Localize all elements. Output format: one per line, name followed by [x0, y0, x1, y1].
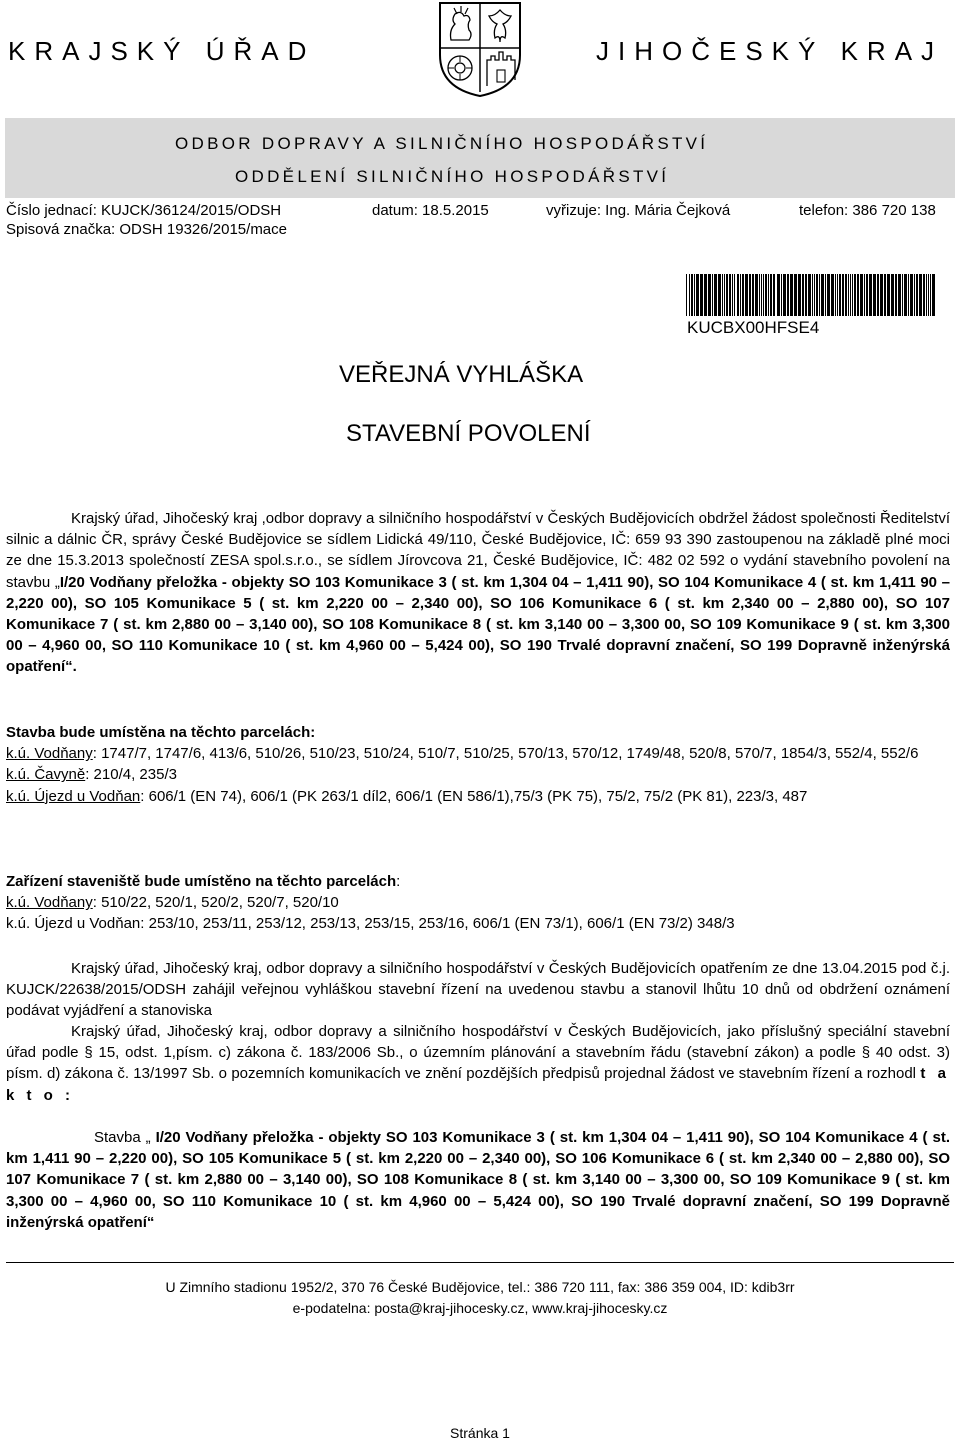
decision-construction: I/20 Vodňany přeložka - objekty SO 103 Komunikace 3 ( st. km 1,304 04 – 1,411 90), SO 104 Komunikace 4 ( st. km 1,411 90 – 2,220 00), SO 105 Komunikace 5 ( st. km 2,220 00 – 2,340 00), SO 106 Komunikace 6 ( st. km 2,340 00 – 2,880 00), SO 107 Komunikace 7 ( st. km 2,880 00 – 3,140 00), SO 108 Komunikace 8 ( st. km 3,140 00 – 3,300 00, SO 109 Komunikace 9 ( st. km 3,300 00 – 4,960 00, SO 110 Komunikace 10 ( st. km 4,960 00 – 5,424 00), SO 190 Trvalé dopravní značení, SO 199 Dopravně inženýrská opatření“	[6, 1129, 950, 1231]
procedure-paragraph: Krajský úřad, Jihočeský kraj, odbor dopravy a silničního hospodářství v Českých Budějovicích opatřením ze dne 13.04.2015 pod č.j. KUJCK/22638/2015/ODSH zahájil veřejnou vyhláškou stavební řízení na uvedenou stavbu a stanovil lhůtu 10 dnů od obdržení oznámení podávat vyjádření a stanoviska	[6, 960, 950, 1020]
site-section	[6, 871, 950, 935]
cadastre-label: k.ú. Vodňany	[6, 894, 93, 912]
site-ujezd: k.ú. Újezd u Vodňan: 253/10, 253/11, 253/12, 253/13, 253/15, 253/16, 606/1 (EN 73/1), 606/1 (EN 73/2) 348/3	[6, 915, 735, 933]
document-subtitle: STAVEBNÍ POVOLENÍ	[346, 420, 591, 447]
parcel-list: : 606/1 (EN 74), 606/1 (PK 263/1 díl2, 606/1 (EN 586/1),75/3 (PK 75), 75/2, 75/2 (PK 81), 223/3, 487	[140, 787, 808, 805]
parcels-heading: Stavba bude umístěna na těchto parcelách:	[6, 724, 316, 741]
cadastre-label: k.ú. Čavyně	[6, 766, 86, 784]
construction-name: I/20 Vodňany přeložka - objekty SO 103 Komunikace 3 ( st. km 1,304 04 – 1,411 90), SO 104 Komunikace 4 ( st. km 1,411 90 – 2,220 00), SO 105 Komunikace 5 ( st. km 2,220 00 – 2,340 00), SO 106 Komunikace 6 ( st. km 2,340 00 – 2,880 00), SO 107 Komunikace 7 ( st. km 2,880 00 – 3,140 00), SO 108 Komunikace 8 ( st. km 3,140 00 – 3,300 00, SO 109 Komunikace 9 ( st. km 3,300 00 – 4,960 00, SO 110 Komunikace 10 ( st. km 4,960 00 – 5,424 00), SO 190 Trvalé dopravní značení, SO 199 Dopravně inženýrská opatření“.	[6, 573, 951, 676]
parcels-section	[6, 722, 950, 807]
authority-paragraph	[6, 1021, 950, 1106]
parcels-ujezd	[6, 786, 950, 807]
barcode-icon	[686, 274, 936, 316]
parcel-list: : 510/22, 520/1, 520/2, 520/7, 520/10	[92, 894, 339, 912]
document-title: VEŘEJNÁ VYHLÁŠKA	[339, 361, 584, 388]
site-heading: Zařízení staveniště bude umístěno na těchto parcelách	[6, 873, 397, 890]
header-right-title: JIHOČESKÝ KRAJ	[596, 36, 944, 66]
parcel-list: : 210/4, 235/3	[85, 766, 177, 784]
file-mark: Spisová značka: ODSH 19326/2015/mace	[6, 221, 287, 238]
handled-by: vyřizuje: Ing. Mária Čejková	[546, 202, 731, 219]
barcode-label: KUCBX00HFSE4	[687, 318, 820, 337]
reference-number: Číslo jednací: KUJCK/36124/2015/ODSH	[6, 202, 282, 219]
footer-contact: e-podatelna: posta@kraj-jihocesky.cz, www.kraj-jihocesky.cz	[292, 1300, 668, 1316]
decision-word: t a k t o :	[6, 1065, 950, 1104]
site-heading-line: Zařízení staveniště bude umístěno na těchto parcelách:	[6, 873, 401, 890]
application-text: Krajský úřad, Jihočeský kraj ,odbor dopravy a silničního hospodářství v Českých Budějovicích obdržel žádost společnosti Ředitelství silnic a dálnic ČR, správy České Budějovice se sídlem Lidická 49/110, České Budějovice, IČ: 659 93 390 zastoupenou na základě plné moci ze dne 15.3.2013 společností ZESA spol.s.r.o., se sídlem Jírovcova 21, České Budějovice, IČ: 482 02 592 o vydání stavebního povolení na stavbu „	[6, 510, 950, 591]
cadastre-label: k.ú. Vodňany	[6, 745, 93, 763]
application-paragraph	[6, 508, 950, 678]
site-vodnany	[6, 892, 950, 913]
authority-text: Krajský úřad, Jihočeský kraj, odbor dopravy a silničního hospodářství v Českých Budějovicích, jako příslušný speciální stavební úřad podle § 15, odst. 1,písm. c) zákona č. 183/2006 Sb., o územním plánování a stavebním řádu (stavební zákon) a podle § 40 odst. 3) písm. d) zákona č. 13/1997 Sb. o pozemních komunikacích ve znění pozdějších předpisů projednal žádost ve stavebním řízení a rozhodl	[6, 1023, 950, 1083]
document-date: datum: 18.5.2015	[372, 202, 489, 219]
cadastre-label: k.ú. Újezd u Vodňan	[6, 787, 141, 805]
parcels-vodnany	[6, 743, 950, 764]
parcels-cavyne	[6, 764, 950, 785]
department-band	[5, 118, 955, 198]
decision-prefix: Stavba „	[94, 1129, 156, 1146]
header-left-title: KRAJSKÝ ÚŘAD	[8, 36, 316, 66]
page-number: Stránka 1	[450, 1425, 510, 1441]
footer-divider	[6, 1262, 954, 1263]
parcel-list: : 1747/7, 1747/6, 413/6, 510/26, 510/23, 510/24, 510/7, 510/25, 570/13, 570/12, 1749/48, 520/8, 570/7, 1854/3, 552/4, 552/6	[92, 745, 919, 763]
coat-of-arms-icon	[437, 0, 523, 98]
phone-number: telefon: 386 720 138	[799, 202, 936, 219]
decision-paragraph	[6, 1127, 950, 1233]
section-name: ODDĚLENÍ SILNIČNÍHO HOSPODÁŘSTVÍ	[235, 167, 670, 186]
department-name: ODBOR DOPRAVY A SILNIČNÍHO HOSPODÁŘSTVÍ	[175, 134, 709, 153]
footer-address: U Zimního stadionu 1952/2, 370 76 České Budějovice, tel.: 386 720 111, fax: 386 359 004, ID: kdib3rr	[165, 1279, 795, 1295]
